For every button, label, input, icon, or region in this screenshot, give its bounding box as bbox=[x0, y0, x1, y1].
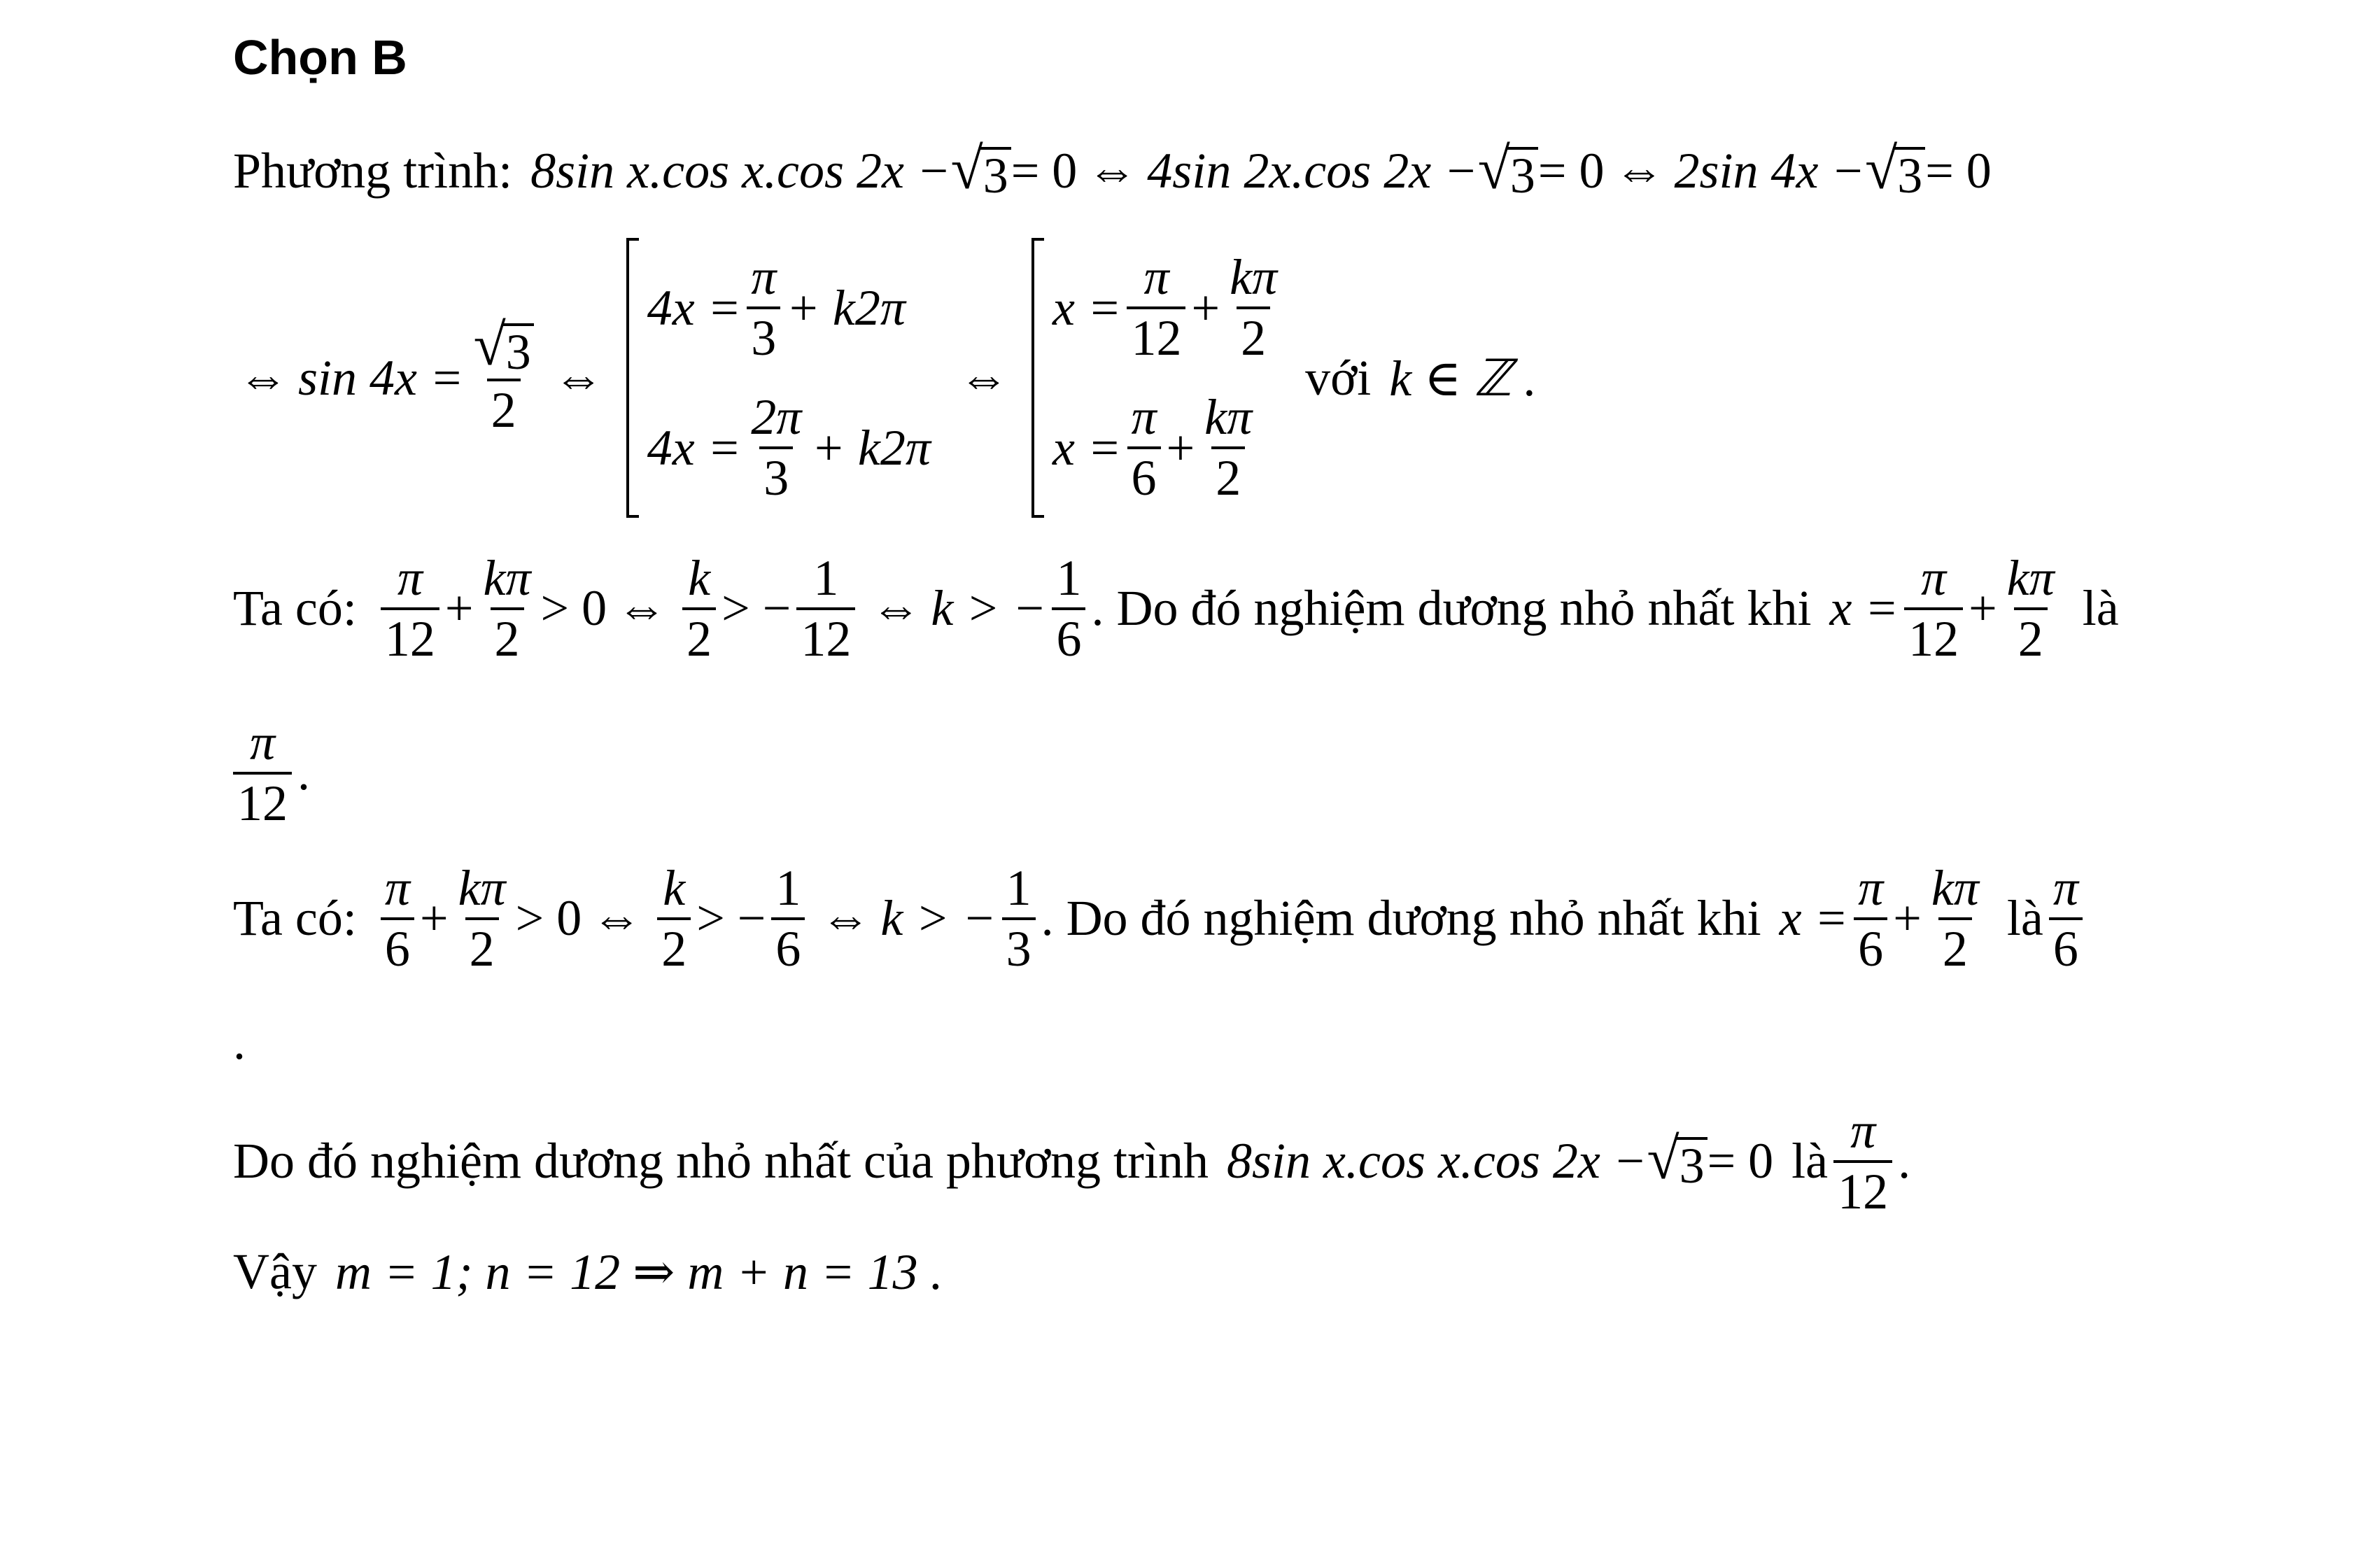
equation-line-3: Ta có: $\frac{\pi}{12}$ + $\frac{k\pi}{2}$ > 0 ⇔ $\frac{k}{2}$ > − $\frac{1}{12}$ ⇔ k > − $\frac{1}{6}$ . Do đó nghiệm dương nhỏ nhất khi x = $\frac{\pi}{12}$ + $\frac{k\pi}{2}$ là bbox=[233, 550, 2119, 667]
iff-symbol: ⇔ bbox=[591, 890, 642, 947]
equation-line-2 bbox=[238, 238, 1537, 518]
iff-symbol: ⇔ bbox=[958, 349, 1009, 406]
trailing-dot: . bbox=[233, 1014, 246, 1070]
text-la: là bbox=[2006, 890, 2043, 947]
k-in-integers: k ∈ ℤ . bbox=[1389, 350, 1537, 407]
iff-symbol: ⇔ bbox=[238, 349, 288, 406]
solution-branch-2: 4x = $\frac{2\pi}{3}$ + k2π bbox=[647, 389, 931, 506]
text-conclusion-1: . Do đó nghiệm dương nhỏ nhất khi bbox=[1091, 580, 1812, 637]
sqrt-3: √ 3 bbox=[474, 316, 534, 379]
text-la: là bbox=[2082, 580, 2119, 637]
heading-chon-b: Chọn B bbox=[233, 30, 407, 85]
expr-original: 8sin x.cos x.cos 2x − bbox=[530, 143, 951, 199]
solution-set-4x bbox=[626, 238, 931, 518]
equation-line-4: Ta có: $\frac{\pi}{6}$ + $\frac{k\pi}{2}$ > 0 ⇔ $\frac{k}{2}$ > − $\frac{1}{6}$ ⇔ k > − $\frac{1}{3}$ . Do đó nghiệm dương nhỏ nhất khi x = $\frac{\pi}{6}$ + $\frac{k\pi}{2}$ là $\frac{\pi}{6}$ bbox=[233, 859, 2088, 978]
expr-sin4x: sin 4x = bbox=[298, 349, 464, 406]
sqrt-3: √ 3 bbox=[951, 140, 1011, 203]
equation-line-1 bbox=[233, 136, 1992, 204]
iff-symbol: ⇔ bbox=[820, 890, 871, 947]
solution-branch-1: 4x = $\frac{\pi}{3}$ + k2π bbox=[647, 249, 906, 366]
solution-x-branch-2: x = $\frac{\pi}{6}$ + $\frac{k\pi}{2}$ bbox=[1052, 389, 1253, 506]
label-ta-co: Ta có: bbox=[233, 580, 357, 637]
text-voi: với bbox=[1305, 349, 1372, 406]
equals-zero: = 0 bbox=[1925, 143, 1992, 199]
text-conclusion-2: . Do đó nghiệm dương nhỏ nhất khi bbox=[1041, 890, 1761, 947]
final-result: m = 1; n = 12 ⇒ m + n = 13 . bbox=[335, 1244, 943, 1300]
equation-line-6 bbox=[233, 1242, 943, 1301]
expr-step-2: 4sin 2x.cos 2x − bbox=[1147, 143, 1478, 199]
iff-symbol: ⇔ bbox=[871, 580, 922, 637]
solution-x-branch-1: x = $\frac{\pi}{12}$ + $\frac{k\pi}{2}$ bbox=[1052, 249, 1278, 366]
expr-step-3: 2sin 4x − bbox=[1674, 143, 1866, 199]
label-vay: Vậy bbox=[233, 1243, 317, 1299]
iff-symbol: ⇔ bbox=[1087, 143, 1138, 199]
equation-line-5: Do đó nghiệm dương nhỏ nhất của phương trình 8sin x.cos x.cos 2x − √ 3 = 0 là $\frac{\pi}{12}$ . bbox=[233, 1103, 1911, 1220]
text-final-conclusion: Do đó nghiệm dương nhỏ nhất của phương trình bbox=[233, 1133, 1209, 1190]
iff-symbol: ⇔ bbox=[617, 580, 668, 637]
label-ta-co: Ta có: bbox=[233, 890, 357, 947]
text-la: là bbox=[1791, 1133, 1829, 1190]
sqrt-3: √ 3 bbox=[1478, 140, 1538, 203]
solution-set-x bbox=[1031, 238, 1287, 518]
sqrt-3: √ 3 bbox=[1647, 1130, 1707, 1193]
label-phuong-trinh: Phương trình: bbox=[233, 143, 513, 199]
equals-zero: = 0 bbox=[1537, 143, 1605, 199]
equals-zero: = 0 bbox=[1011, 143, 1078, 199]
iff-symbol: ⇔ bbox=[553, 349, 604, 406]
iff-symbol: ⇔ bbox=[1614, 143, 1665, 199]
fraction-sqrt3-over-2: √ 3 2 bbox=[470, 316, 538, 439]
equation-line-3b: $\frac{\pi}{12}$ . bbox=[233, 714, 310, 833]
sqrt-3: √ 3 bbox=[1865, 140, 1925, 203]
